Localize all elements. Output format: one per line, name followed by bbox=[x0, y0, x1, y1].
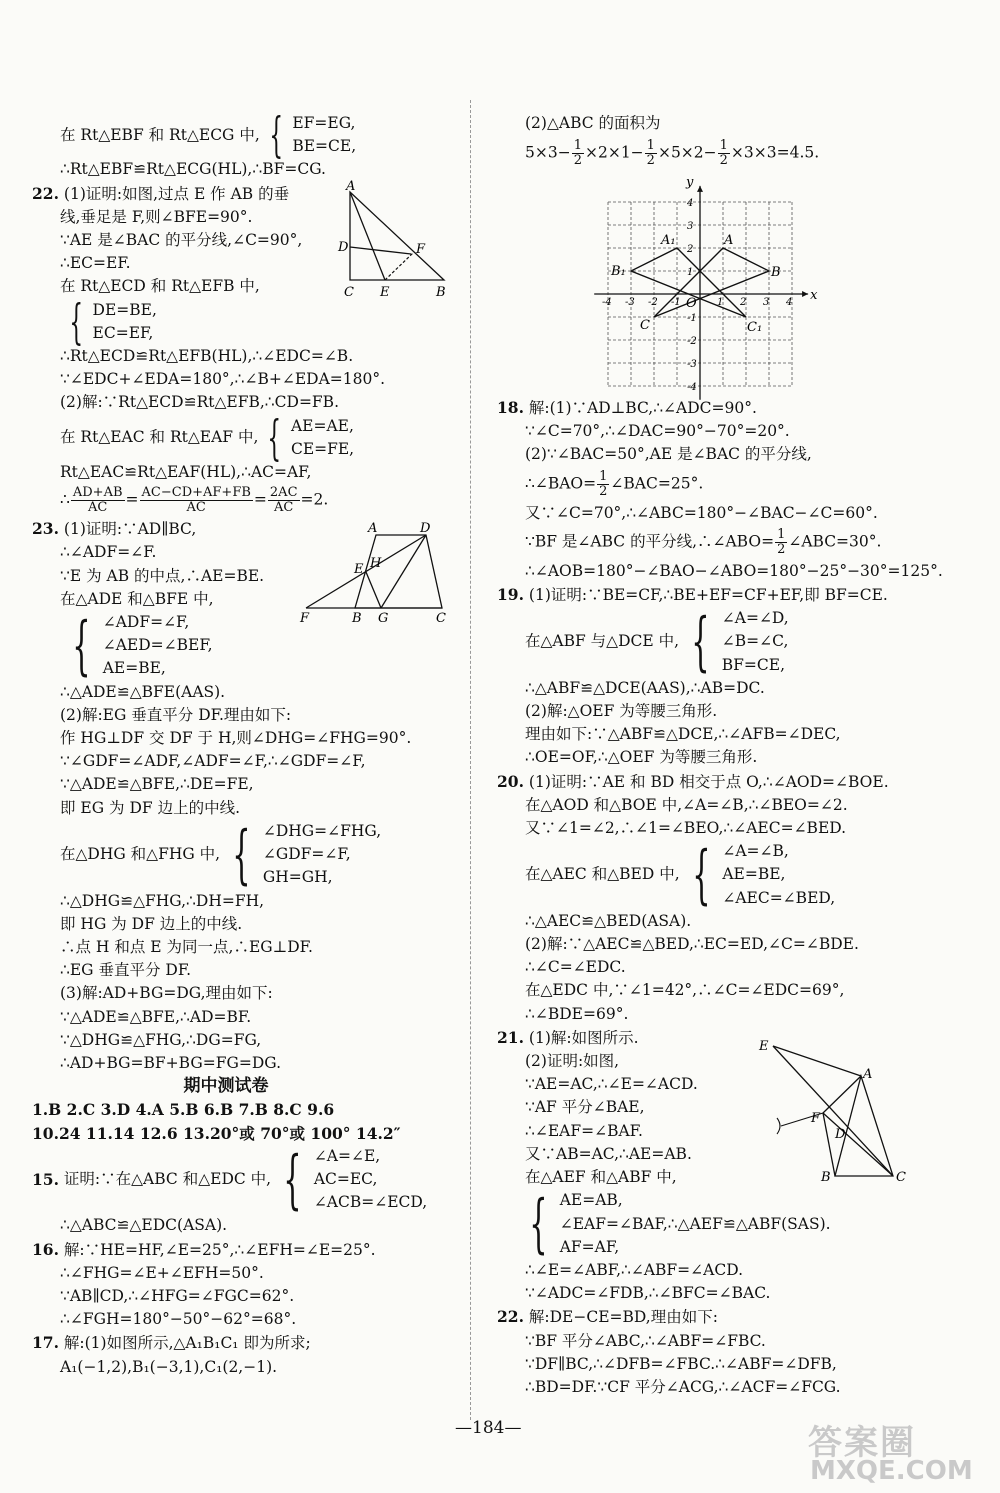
label-e: E bbox=[759, 1039, 769, 1054]
text: DE=BE, bbox=[92, 300, 157, 319]
text: BF=CE, bbox=[721, 655, 786, 674]
figure-q21 bbox=[755, 1036, 915, 1188]
line: ∴EG 垂直平分 DF. bbox=[60, 961, 192, 980]
label-h: H bbox=[370, 556, 382, 571]
text: ∠DHG=∠FHG, bbox=[262, 821, 382, 840]
label-b: B bbox=[352, 611, 362, 626]
answer-line: 10.24 11.14 12.6 13.20°或 70°或 100° 14.2″ bbox=[32, 1123, 401, 1143]
text: (1)证明:∵BE=CF,∴BE+EF=CF+EF,即 BF=CE. bbox=[528, 586, 888, 605]
text: ∠B=∠C, bbox=[721, 632, 789, 651]
question-number: 15. bbox=[32, 1169, 59, 1189]
label-b: B bbox=[771, 265, 781, 280]
label-a: A bbox=[368, 521, 378, 536]
answer-line: 1.B 2.C 3.D 4.A 5.B 6.B 7.B 8.C 9.6 bbox=[32, 1100, 335, 1120]
line: ∴Rt△ECD≌Rt△EFB(HL),∴∠EDC=∠B. bbox=[60, 347, 354, 366]
brace-items bbox=[722, 607, 789, 677]
denominator: 2 bbox=[573, 153, 582, 169]
x-axis-label: x bbox=[810, 288, 818, 303]
line: ∵DF∥BC,∴∠DFB=∠FBC.∴∠ABF=∠DFB, bbox=[525, 1354, 837, 1373]
line: ∵AB∥CD,∴∠HFG=∠FGC=62°. bbox=[60, 1286, 295, 1305]
line: 作 HG⊥DF 交 DF 于 H,则∠DHG=∠FHG=90°. bbox=[60, 729, 412, 748]
numerator: 1 bbox=[573, 138, 582, 154]
fraction bbox=[572, 139, 584, 168]
line bbox=[497, 1187, 967, 1262]
label-a: A bbox=[346, 179, 356, 194]
text: AF=AF, bbox=[559, 1237, 620, 1256]
line: 即 HG 为 DF 边上的中线. bbox=[60, 914, 243, 933]
y-tick-label: -2 bbox=[687, 336, 697, 347]
line: 在△AOD 和△BOE 中,∠A=∠B,∴∠BEO=∠2. bbox=[525, 795, 848, 814]
x-tick-label: -4 bbox=[602, 297, 612, 308]
numerator: 1 bbox=[599, 468, 608, 484]
line: ∴△ABF≌△DCE(AAS),∴AB=DC. bbox=[525, 678, 765, 697]
question-number: 16. bbox=[32, 1239, 59, 1259]
line: ∵∠ADC=∠FDB,∴∠BFC=∠BAC. bbox=[525, 1284, 771, 1303]
line: (2)△ABC 的面积为 bbox=[525, 114, 661, 132]
brace-items bbox=[560, 1189, 831, 1259]
text: 解:DE−CE=BD,理由如下: bbox=[528, 1308, 718, 1327]
denominator: AC bbox=[88, 500, 108, 516]
segment-dg bbox=[381, 535, 426, 608]
line bbox=[497, 396, 967, 420]
line: 线,垂足是 F,则∠BFE=90°. bbox=[60, 207, 253, 226]
question-number: 21. bbox=[497, 1027, 524, 1047]
line bbox=[32, 107, 460, 164]
line: 又∵∠C=70°,∴∠ABC=180°−∠BAC−∠C=60°. bbox=[525, 503, 878, 522]
line bbox=[32, 1331, 460, 1355]
line bbox=[497, 583, 967, 607]
label-c: C bbox=[344, 285, 354, 300]
numerator: 1 bbox=[777, 526, 786, 542]
text: 在△ABF 与△DCE 中, bbox=[525, 632, 680, 651]
text: = bbox=[253, 490, 267, 509]
segment-ae bbox=[350, 192, 385, 280]
denominator: 2 bbox=[646, 153, 655, 169]
line: 在△AEF 和△ABF 中, bbox=[525, 1168, 677, 1187]
line bbox=[497, 528, 967, 557]
text: ×5×2− bbox=[657, 143, 717, 162]
text: CE=FE, bbox=[290, 439, 355, 458]
watermark-url: MXQE.COM bbox=[810, 1456, 973, 1486]
fraction bbox=[71, 486, 125, 515]
line: ∴BD=DF.∵CF 平分∠ACG,∴∠ACF=∠FCG. bbox=[525, 1377, 841, 1396]
text: ∵BF 是∠ABC 的平分线,∴∠ABO= bbox=[525, 532, 775, 551]
text: 解:∵HE=HF,∠E=25°,∴∠EFH=∠E=25°. bbox=[63, 1240, 376, 1259]
segment-ec bbox=[773, 1046, 893, 1176]
brace-items bbox=[314, 1145, 427, 1215]
text: ∠ABC=30°. bbox=[788, 532, 882, 551]
line: (2)解:△OEF 为等腰三角形. bbox=[525, 702, 718, 721]
question-number: 20. bbox=[497, 771, 524, 791]
numerator: 2AC bbox=[269, 485, 298, 501]
text: (1)证明:∵AE 和 BD 相交于点 O,∴∠AOD=∠BOE. bbox=[528, 772, 889, 791]
text: EC=EF, bbox=[92, 323, 154, 342]
brace-items bbox=[103, 611, 213, 681]
x-tick-label: -3 bbox=[625, 297, 635, 308]
label-f: F bbox=[811, 1111, 821, 1126]
brace-items bbox=[722, 840, 835, 910]
label-c: C bbox=[436, 611, 446, 626]
segment-fd bbox=[306, 535, 426, 608]
text: (1)证明:∵AD∥BC, bbox=[63, 520, 197, 539]
brace-items bbox=[263, 820, 381, 890]
line: 在△ADE 和△BFE 中, bbox=[60, 589, 214, 608]
text: 解:(1)如图所示,△A₁B₁C₁ 即为所求; bbox=[63, 1334, 311, 1353]
label-g: G bbox=[378, 611, 389, 626]
text: EF=EG, bbox=[292, 114, 356, 132]
line: ∵△ADE≌△BFE,∴DE=FE, bbox=[60, 775, 254, 794]
text: AE=BE, bbox=[102, 659, 166, 678]
line: ∴∠C=∠EDC. bbox=[525, 958, 626, 977]
text: ∠EAF=∠BAF, bbox=[559, 1214, 668, 1233]
line: ∵AE 是∠BAC 的平分线,∠C=90°, bbox=[60, 231, 303, 250]
text: 在 Rt△EAC 和 Rt△EAF 中, bbox=[60, 428, 259, 447]
line: ∵BF 平分∠ABC,∴∠ABF=∠FBC. bbox=[525, 1331, 766, 1350]
line: ∴OE=OF,∴△OEF 为等腰三角形. bbox=[525, 748, 758, 767]
watermark-logo: 答案圈 bbox=[808, 1423, 916, 1463]
text: ∠BAC=25°. bbox=[610, 474, 704, 493]
triangle-abc bbox=[350, 192, 444, 280]
line: ∴∠E=∠ABF,∴∠ABF=∠ACD. bbox=[525, 1260, 744, 1279]
y-tick-label: 3 bbox=[687, 221, 694, 232]
line: ∴∠ADF=∠F. bbox=[60, 543, 157, 562]
denominator: 2 bbox=[719, 153, 728, 169]
x-tick-label: 3 bbox=[763, 297, 770, 308]
line bbox=[497, 605, 967, 680]
line: ∵E 为 AB 的中点,∴AE=BE. bbox=[60, 566, 265, 585]
fraction bbox=[140, 486, 253, 515]
triangle-abc bbox=[835, 1076, 893, 1176]
label-d: D bbox=[835, 1127, 846, 1142]
text: ×3×3=4.5. bbox=[730, 143, 820, 162]
fraction bbox=[268, 486, 300, 515]
y-axis-label: y bbox=[686, 175, 694, 191]
line: ∴∠FGH=180°−50°−62°=68°. bbox=[60, 1310, 297, 1329]
text: ∠A=∠E, bbox=[313, 1146, 381, 1165]
line: ∴△ABC≌△EDC(ASA). bbox=[60, 1216, 228, 1235]
x-tick-label: 2 bbox=[740, 297, 747, 308]
line: ∴△AEC≌△BED(ASA). bbox=[525, 911, 692, 930]
text: = bbox=[125, 490, 139, 509]
line: ∴∠AOB=180°−∠BAO−∠ABO=180°−25°−30°=125°. bbox=[525, 561, 943, 580]
line: (3)解:AD+BG=DG,理由如下: bbox=[60, 984, 273, 1003]
line bbox=[497, 838, 967, 913]
line: ∵∠C=70°,∴∠DAC=90°−70°=20°. bbox=[525, 422, 790, 441]
line bbox=[497, 770, 967, 794]
line: ∵∠GDF=∠ADF,∠ADF=∠F,∴∠GDF=∠F, bbox=[60, 752, 366, 771]
question-number: 17. bbox=[32, 1333, 59, 1353]
line: 在 Rt△ECD 和 Rt△EFB 中, bbox=[60, 277, 260, 296]
brace: { bbox=[529, 1187, 548, 1262]
text: 在 Rt△EBF 和 Rt△ECG 中, bbox=[60, 125, 260, 144]
line: ∵△DHG≌△FHG,∴DG=FG, bbox=[60, 1030, 262, 1049]
line: 即 EG 为 DF 边上的中线. bbox=[60, 798, 241, 817]
right-column bbox=[497, 396, 967, 1399]
left-column bbox=[32, 107, 460, 1379]
area-expression bbox=[497, 139, 967, 168]
text: (1)解:如图所示. bbox=[528, 1028, 639, 1047]
x-axis-arrow bbox=[802, 291, 808, 297]
y-tick-label: -4 bbox=[687, 382, 697, 393]
label-d: D bbox=[420, 521, 431, 536]
text: AE=AE, bbox=[290, 416, 354, 435]
line: (2)解:EG 垂直平分 DF.理由如下: bbox=[60, 705, 292, 724]
text: ∠ADF=∠F, bbox=[102, 613, 190, 632]
denominator: 2 bbox=[599, 483, 608, 499]
line: 理由如下:∵△ABF≌△DCE,∴∠AFB=∠DEC, bbox=[525, 725, 841, 744]
label-c: C bbox=[640, 318, 650, 333]
construction-arc bbox=[777, 1118, 780, 1134]
text: 证明:∵在△ABC 和△EDC 中, bbox=[63, 1169, 272, 1188]
numerator: AC−CD+AF+FB bbox=[141, 485, 251, 501]
brace-items bbox=[291, 415, 354, 461]
text: =2. bbox=[300, 490, 329, 509]
label-d: D bbox=[338, 240, 349, 255]
line bbox=[32, 409, 460, 466]
x-tick-label: -1 bbox=[671, 297, 681, 308]
label-a: A bbox=[863, 1067, 873, 1082]
y-tick-label: 2 bbox=[687, 244, 694, 255]
numerator: 1 bbox=[646, 138, 655, 154]
brace: { bbox=[69, 293, 84, 350]
line: ∴∠FHG=∠E+∠EFH=50°. bbox=[60, 1263, 264, 1282]
line bbox=[32, 293, 460, 350]
line: ∵∠EDC+∠EDA=180°,∴∠B+∠EDA=180°. bbox=[60, 370, 386, 389]
line bbox=[32, 1142, 460, 1217]
label-f: F bbox=[416, 242, 426, 257]
question-number: 19. bbox=[497, 585, 524, 605]
text: AE=AB, bbox=[559, 1191, 623, 1210]
x-tick-label: 1 bbox=[717, 297, 724, 308]
text: ∠ACB=∠ECD, bbox=[313, 1193, 428, 1212]
brace: { bbox=[691, 605, 710, 680]
denominator: 2 bbox=[777, 541, 786, 557]
line: ∴∠EAF=∠BAF. bbox=[525, 1121, 643, 1140]
text: ×2×1− bbox=[584, 143, 644, 162]
text: 在△AEC 和△BED 中, bbox=[525, 865, 680, 884]
line bbox=[497, 470, 967, 499]
brace-items bbox=[292, 112, 356, 158]
brace: { bbox=[72, 608, 91, 683]
text: 在△DHG 和△FHG 中, bbox=[60, 845, 221, 864]
label-e: E bbox=[380, 285, 390, 300]
text: ∠A=∠D, bbox=[721, 609, 789, 628]
label-c: C bbox=[896, 1170, 906, 1185]
line: ∴点 H 和点 E 为同一点,∴EG⊥DF. bbox=[60, 937, 313, 956]
text: AC=EC, bbox=[313, 1169, 378, 1188]
section-title: 期中测试卷 bbox=[183, 1076, 269, 1097]
fraction bbox=[775, 528, 787, 557]
line: ∴△ADE≌△BFE(AAS). bbox=[60, 682, 226, 701]
line: (2)解:∵Rt△ECD≌Rt△EFB,∴CD=FB. bbox=[60, 393, 340, 412]
line: ∴AD+BG=BF+BG=FG=DG. bbox=[60, 1053, 282, 1072]
label-a: A bbox=[724, 233, 734, 248]
x-tick-label: 4 bbox=[786, 297, 793, 308]
text: ∴△AEF≌△ABF(SAS). bbox=[667, 1214, 831, 1233]
numerator: 1 bbox=[719, 138, 728, 154]
line: Rt△EAC≌Rt△EAF(HL),∴AC=AF, bbox=[60, 463, 312, 482]
brace: { bbox=[269, 107, 283, 164]
question-number: 23. bbox=[32, 519, 59, 539]
label-b: B bbox=[821, 1170, 831, 1185]
line: ∵△ADE≌△BFE,∴AD=BF. bbox=[60, 1007, 252, 1026]
y-tick-label: 4 bbox=[687, 198, 694, 209]
line: 在△EDC 中,∵∠1=42°,∴∠C=∠EDC=69°, bbox=[525, 981, 845, 1000]
line: 又∵∠1=∠2,∴∠1=∠BEO,∴∠AEC=∠BED. bbox=[525, 819, 847, 838]
label-f: F bbox=[300, 611, 310, 626]
label-e: E bbox=[354, 562, 364, 577]
line: ∵AF 平分∠BAE, bbox=[525, 1098, 645, 1117]
origin-label: O bbox=[686, 296, 697, 311]
question-number: 22. bbox=[497, 1307, 524, 1327]
label-b: B bbox=[436, 285, 446, 300]
x-tick-label: -2 bbox=[648, 297, 658, 308]
trapezoid-abcd bbox=[355, 535, 442, 608]
line: ∵AE=AC,∴∠E=∠ACD. bbox=[525, 1075, 698, 1094]
question-number: 18. bbox=[497, 398, 524, 417]
page-number: —184— bbox=[455, 1418, 522, 1438]
denominator: AC bbox=[186, 500, 206, 516]
text: ∠AED=∠BEF, bbox=[102, 636, 213, 655]
text: ∠AEC=∠BED, bbox=[722, 888, 836, 907]
line: A₁(−1,2),B₁(−3,1),C₁(2,−1). bbox=[60, 1357, 278, 1376]
text: (1)证明:如图,过点 E 作 AB 的垂 bbox=[63, 184, 290, 203]
y-axis-arrow bbox=[697, 186, 703, 192]
text: ∴∠BAO= bbox=[525, 474, 597, 493]
y-tick-label: -3 bbox=[687, 359, 697, 370]
line bbox=[32, 817, 460, 892]
column-divider bbox=[470, 100, 471, 1420]
segment-de bbox=[350, 247, 411, 254]
denominator: AC bbox=[274, 500, 294, 516]
figure-q22 bbox=[330, 180, 460, 302]
coordinate-grid-figure bbox=[588, 172, 816, 394]
line: 又∵AB=AC,∴AE=AB. bbox=[525, 1144, 692, 1163]
line: ∴Rt△EBF≌Rt△ECG(HL),∴BF=CG. bbox=[60, 160, 326, 179]
fraction bbox=[718, 139, 730, 168]
brace: { bbox=[691, 838, 711, 913]
fraction-line bbox=[32, 486, 460, 515]
text: ∴ bbox=[60, 490, 70, 509]
brace: { bbox=[283, 1142, 302, 1217]
text: ∠A=∠B, bbox=[722, 842, 789, 861]
brace: { bbox=[232, 817, 251, 892]
right-column-top bbox=[497, 112, 967, 168]
line: ∴∠BDE=69°. bbox=[525, 1004, 629, 1023]
line: (2)证明:如图, bbox=[525, 1052, 620, 1071]
line bbox=[32, 1238, 460, 1262]
question-number: 22. bbox=[32, 183, 59, 203]
text: ∠GDF=∠F, bbox=[262, 845, 351, 864]
text: 解:(1)∵AD⊥BC,∴∠ADC=90°. bbox=[528, 399, 757, 417]
line: ∴△DHG≌△FHG,∴DH=FH, bbox=[60, 891, 265, 910]
figure-q23 bbox=[298, 520, 458, 628]
line: (2)解:∵△AEC≌△BED,∴EC=ED,∠C=∠BDE. bbox=[525, 935, 859, 954]
text: 5×3− bbox=[525, 143, 571, 162]
segment-ef bbox=[385, 253, 413, 280]
fraction bbox=[645, 139, 657, 168]
label-c1: C₁ bbox=[747, 320, 763, 335]
text: AE=BE, bbox=[722, 865, 786, 884]
label-b1: B₁ bbox=[611, 264, 626, 279]
text: BE=CE, bbox=[292, 137, 357, 156]
fraction bbox=[597, 470, 609, 499]
brace: { bbox=[267, 409, 282, 466]
numerator: AD+AB bbox=[72, 485, 123, 501]
brace-items bbox=[93, 299, 157, 345]
line: ∴EC=EF. bbox=[60, 254, 131, 273]
text: GH=GH, bbox=[262, 868, 333, 887]
label-a1: A₁ bbox=[661, 233, 676, 248]
segment-af bbox=[823, 1076, 861, 1113]
y-tick-label: -1 bbox=[687, 313, 697, 324]
segment-eg bbox=[366, 572, 381, 608]
y-tick-label: 1 bbox=[687, 267, 694, 278]
line bbox=[497, 1305, 967, 1329]
line: (2)∵∠BAC=50°,AE 是∠BAC 的平分线, bbox=[525, 445, 812, 464]
